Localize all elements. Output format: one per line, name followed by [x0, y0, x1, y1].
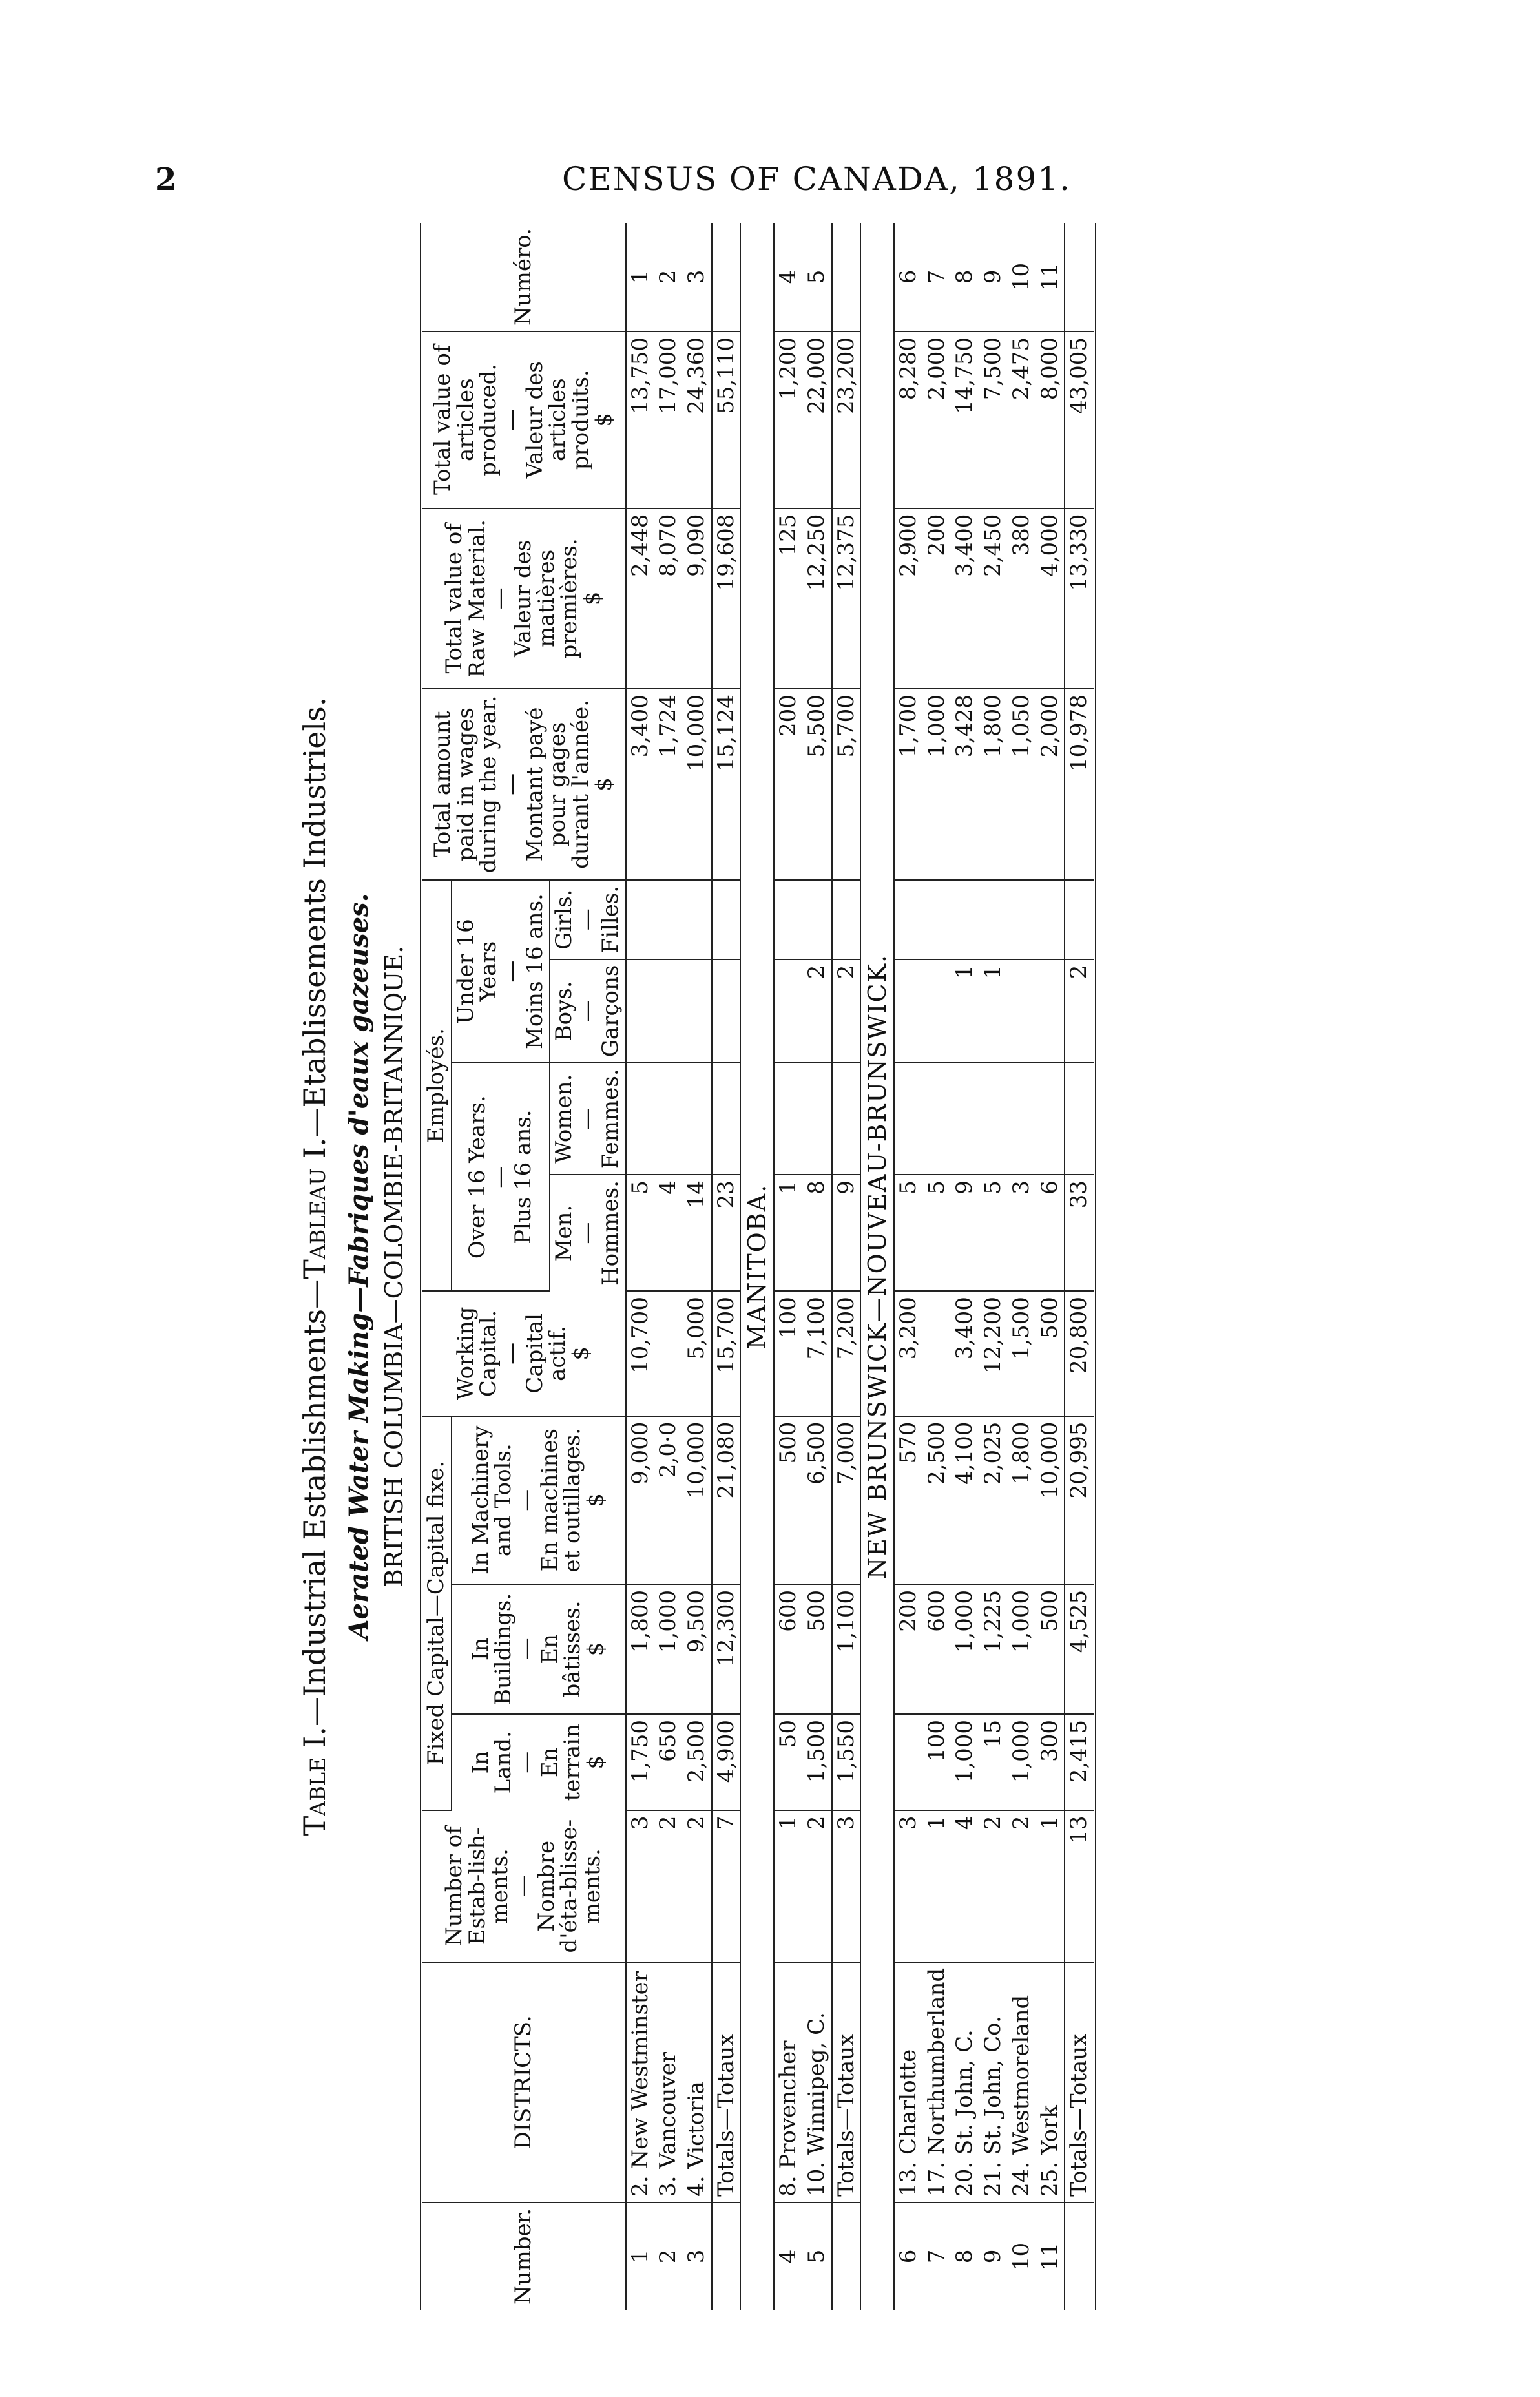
establishments-col-header: Number of Estab-lish-ments. — Nombre d'éta-blisse-ments.: [421, 1810, 626, 1962]
cell-machinery: 10,000: [683, 1416, 712, 1584]
cell-boys: [683, 959, 712, 1063]
table-row: [683, 223, 712, 2310]
cell-buildings: 200: [894, 1584, 923, 1714]
cell-working: 500: [1036, 1291, 1065, 1416]
cell-working: 7,100: [803, 1291, 832, 1416]
working-capital-col-header: Working Capital. — Capital actif. $: [421, 1291, 626, 1416]
total-buildings: 1,100: [832, 1584, 862, 1714]
total-buildings: 4,525: [1065, 1584, 1094, 1714]
row-number-right: 2: [654, 223, 683, 331]
cell-boys: 1: [979, 959, 1008, 1063]
men-col-header: Men. — Hommes.: [550, 1175, 625, 1291]
total-estab: 7: [712, 1810, 742, 1962]
row-number-right: 1: [626, 223, 655, 331]
cell-estab: 2: [803, 1810, 832, 1962]
row-number-right: 8: [951, 223, 979, 331]
cell-land: 1,750: [626, 1714, 655, 1810]
cell-women: [654, 1063, 683, 1175]
cell-men: 5: [894, 1175, 923, 1291]
total-wages: 5,700: [832, 689, 862, 880]
cell-machinery: 9,000: [626, 1416, 655, 1584]
row-number-right: 5: [803, 223, 832, 331]
cell-men: 4: [654, 1175, 683, 1291]
cell-machinery: 500: [774, 1416, 803, 1584]
total-buildings: 12,300: [712, 1584, 742, 1714]
total-working: 20,800: [1065, 1291, 1094, 1416]
district-name: 24. Westmoreland: [1008, 1962, 1036, 2203]
total-boys: [712, 959, 742, 1063]
province-row: [862, 223, 894, 2310]
cell-estab: 1: [774, 1810, 803, 1962]
cell-girls: [683, 880, 712, 959]
cell-estab: 2: [654, 1810, 683, 1962]
cell-land: 1,000: [1008, 1714, 1036, 1810]
province-heading: MANITOBA.: [742, 223, 774, 2310]
row-number-right: 6: [894, 223, 923, 331]
total-land: 2,415: [1065, 1714, 1094, 1810]
cell-wages: 1,800: [979, 689, 1008, 880]
cell-land: 100: [923, 1714, 952, 1810]
cell-boys: [1036, 959, 1065, 1063]
total-girls: [832, 880, 862, 959]
cell-raw: 12,250: [803, 508, 832, 689]
cell-men: 5: [979, 1175, 1008, 1291]
totals-spacer-right: [1065, 223, 1094, 331]
row-number-right: 4: [774, 223, 803, 331]
cell-machinery: 1,800: [1008, 1416, 1036, 1584]
total-women: [1065, 1063, 1094, 1175]
cell-wages: 5,500: [803, 689, 832, 880]
totals-spacer-left: [1065, 2203, 1094, 2310]
cell-produced: 14,750: [951, 331, 979, 508]
total-girls: [712, 880, 742, 959]
province-row: [742, 223, 774, 2310]
cell-wages: 3,400: [626, 689, 655, 880]
cell-produced: 8,280: [894, 331, 923, 508]
girls-col-header: Girls. — Filles.: [550, 880, 625, 959]
cell-boys: 2: [803, 959, 832, 1063]
row-number-left: 8: [951, 2203, 979, 2310]
cell-women: [1008, 1063, 1036, 1175]
row-number-left: 5: [803, 2203, 832, 2310]
totals-row: [712, 223, 742, 2310]
cell-buildings: 1,000: [654, 1584, 683, 1714]
cell-produced: 22,000: [803, 331, 832, 508]
cell-land: 2,500: [683, 1714, 712, 1810]
cell-girls: [923, 880, 952, 959]
table-label: Table I.: [297, 1726, 332, 1836]
cell-estab: 2: [1008, 1810, 1036, 1962]
row-number-right: 3: [683, 223, 712, 331]
cell-estab: 2: [979, 1810, 1008, 1962]
cell-land: [894, 1714, 923, 1810]
cell-girls: [1036, 880, 1065, 959]
totals-label: Totals—Totaux: [832, 1962, 862, 2203]
total-boys: 2: [1065, 959, 1094, 1063]
total-produced: 23,200: [832, 331, 862, 508]
row-number-left: 1: [626, 2203, 655, 2310]
district-name: 25. York: [1036, 1962, 1065, 2203]
cell-women: [923, 1063, 952, 1175]
districts-col-header: DISTRICTS.: [421, 1962, 626, 2203]
total-men: 23: [712, 1175, 742, 1291]
cell-working: 100: [774, 1291, 803, 1416]
cell-girls: [626, 880, 655, 959]
cell-girls: [1008, 880, 1036, 959]
row-number-left: 4: [774, 2203, 803, 2310]
total-produced: 43,005: [1065, 331, 1094, 508]
totals-label: Totals—Totaux: [1065, 1962, 1094, 2203]
totals-spacer-left: [712, 2203, 742, 2310]
cell-boys: 1: [951, 959, 979, 1063]
total-machinery: 7,000: [832, 1416, 862, 1584]
census-table: [420, 223, 1096, 2310]
cell-wages: 1,000: [923, 689, 952, 880]
cell-wages: 10,000: [683, 689, 712, 880]
cell-boys: [923, 959, 952, 1063]
under16-header: Under 16 Years — Moins 16 ans.: [452, 880, 550, 1063]
cell-girls: [979, 880, 1008, 959]
table-body: [626, 223, 1095, 2310]
cell-estab: 3: [626, 1810, 655, 1962]
cell-estab: 2: [683, 1810, 712, 1962]
total-girls: [1065, 880, 1094, 959]
cell-working: [923, 1291, 952, 1416]
table-row: [1008, 223, 1036, 2310]
totals-spacer-right: [832, 223, 862, 331]
row-number-left: 2: [654, 2203, 683, 2310]
cell-estab: 1: [1036, 1810, 1065, 1962]
employes-header: Employés.: [421, 880, 452, 1291]
district-name: 3. Vancouver: [654, 1962, 683, 2203]
cell-wages: 200: [774, 689, 803, 880]
row-number-right: 11: [1036, 223, 1065, 331]
cell-men: 3: [1008, 1175, 1036, 1291]
cell-buildings: 600: [923, 1584, 952, 1714]
row-number-left: 7: [923, 2203, 952, 2310]
cell-men: 14: [683, 1175, 712, 1291]
cell-land: 1,000: [951, 1714, 979, 1810]
cell-machinery: 6,500: [803, 1416, 832, 1584]
cell-machinery: 570: [894, 1416, 923, 1584]
cell-buildings: 1,000: [1008, 1584, 1036, 1714]
table-row: [774, 223, 803, 2310]
total-wages: 15,124: [712, 689, 742, 880]
row-number-left: 6: [894, 2203, 923, 2310]
cell-buildings: 1,800: [626, 1584, 655, 1714]
cell-boys: [626, 959, 655, 1063]
cell-produced: 2,475: [1008, 331, 1036, 508]
cell-produced: 13,750: [626, 331, 655, 508]
number-col-header-left: Number.: [421, 2203, 626, 2310]
cell-men: 5: [626, 1175, 655, 1291]
cell-land: 15: [979, 1714, 1008, 1810]
total-men: 33: [1065, 1175, 1094, 1291]
total-machinery: 21,080: [712, 1416, 742, 1584]
land-col-header: In Land. — En terrain $: [452, 1714, 626, 1810]
row-number-right: 10: [1008, 223, 1036, 331]
total-machinery: 20,995: [1065, 1416, 1094, 1584]
cell-girls: [774, 880, 803, 959]
cell-raw: 2,448: [626, 508, 655, 689]
row-number-left: 11: [1036, 2203, 1065, 2310]
cell-working: 10,700: [626, 1291, 655, 1416]
buildings-col-header: In Buildings. — En bâtisses. $: [452, 1584, 626, 1714]
cell-wages: 3,428: [951, 689, 979, 880]
cell-working: 3,400: [951, 1291, 979, 1416]
district-name: 21. St. John, Co.: [979, 1962, 1008, 2203]
cell-raw: 2,900: [894, 508, 923, 689]
cell-working: 3,200: [894, 1291, 923, 1416]
total-women: [832, 1063, 862, 1175]
cell-wages: 1,724: [654, 689, 683, 880]
cell-raw: 380: [1008, 508, 1036, 689]
table-row: [923, 223, 952, 2310]
cell-boys: [1008, 959, 1036, 1063]
totals-row: [1065, 223, 1094, 2310]
table-row: [626, 223, 655, 2310]
cell-women: [683, 1063, 712, 1175]
cell-boys: [654, 959, 683, 1063]
cell-working: [654, 1291, 683, 1416]
total-produced: 55,110: [712, 331, 742, 508]
cell-estab: 1: [923, 1810, 952, 1962]
district-name: 17. Northumberland: [923, 1962, 952, 2203]
total-raw: 12,375: [832, 508, 862, 689]
total-women: [712, 1063, 742, 1175]
cell-land: 50: [774, 1714, 803, 1810]
cell-raw: 9,090: [683, 508, 712, 689]
total-wages: 10,978: [1065, 689, 1094, 880]
district-name: 10. Winnipeg, C.: [803, 1962, 832, 2203]
cell-raw: 125: [774, 508, 803, 689]
cell-working: 12,200: [979, 1291, 1008, 1416]
cell-buildings: 500: [1036, 1584, 1065, 1714]
table-row: [803, 223, 832, 2310]
table-row: [979, 223, 1008, 2310]
cell-raw: 3,400: [951, 508, 979, 689]
row-number-left: 3: [683, 2203, 712, 2310]
cell-raw: 8,070: [654, 508, 683, 689]
table-row: [894, 223, 923, 2310]
total-estab: 13: [1065, 1810, 1094, 1962]
numero-col-header-right: Numéro.: [421, 223, 626, 331]
total-boys: 2: [832, 959, 862, 1063]
cell-women: [774, 1063, 803, 1175]
table-row: [654, 223, 683, 2310]
total-raw: 19,608: [712, 508, 742, 689]
table-row: [951, 223, 979, 2310]
cell-girls: [951, 880, 979, 959]
totals-label: Totals—Totaux: [712, 1962, 742, 2203]
totals-spacer-right: [712, 223, 742, 331]
cell-produced: 7,500: [979, 331, 1008, 508]
total-working: 7,200: [832, 1291, 862, 1416]
cell-boys: [774, 959, 803, 1063]
cell-machinery: 4,100: [951, 1416, 979, 1584]
total-estab: 3: [832, 1810, 862, 1962]
province-heading-bc: BRITISH COLUMBIA—COLOMBIE-BRITANNIQUE.: [380, 945, 408, 1587]
district-name: 8. Provencher: [774, 1962, 803, 2203]
cell-buildings: 500: [803, 1584, 832, 1714]
table-header: [421, 223, 626, 2310]
district-name: 20. St. John, C.: [951, 1962, 979, 2203]
cell-buildings: 1,000: [951, 1584, 979, 1714]
over16-header: Over 16 Years. — Plus 16 ans.: [452, 1063, 550, 1291]
wages-col-header: Total amount paid in wages during the year. — Montant payé pour gages durant l'année. $: [421, 689, 626, 880]
cell-women: [803, 1063, 832, 1175]
cell-produced: 2,000: [923, 331, 952, 508]
district-name: 13. Charlotte: [894, 1962, 923, 2203]
cell-machinery: 10,000: [1036, 1416, 1065, 1584]
cell-women: [951, 1063, 979, 1175]
totals-row: [832, 223, 862, 2310]
cell-buildings: 600: [774, 1584, 803, 1714]
cell-men: 6: [1036, 1175, 1065, 1291]
cell-produced: 8,000: [1036, 331, 1065, 508]
district-name: 4. Victoria: [683, 1962, 712, 2203]
caption-title-fr: —Etablissements Industriels.: [297, 696, 332, 1138]
cell-women: [979, 1063, 1008, 1175]
cell-land: 650: [654, 1714, 683, 1810]
table-label-fr: Tableau I.: [297, 1137, 332, 1279]
women-col-header: Women. — Femmes.: [550, 1063, 625, 1175]
caption-title-en: —Industrial Establishments—: [297, 1279, 332, 1727]
province-heading: NEW BRUNSWICK—NOUVEAU-BRUNSWICK.: [862, 223, 894, 2310]
row-number-right: 9: [979, 223, 1008, 331]
cell-raw: 4,000: [1036, 508, 1065, 689]
row-number-left: 10: [1008, 2203, 1036, 2310]
cell-buildings: 9,500: [683, 1584, 712, 1714]
page-number: 2: [155, 162, 177, 198]
cell-boys: [894, 959, 923, 1063]
cell-women: [1036, 1063, 1065, 1175]
cell-estab: 3: [894, 1810, 923, 1962]
fixed-capital-header: Fixed Capital—Capital fixe.: [421, 1416, 452, 1810]
row-number-right: 7: [923, 223, 952, 331]
cell-wages: 2,000: [1036, 689, 1065, 880]
total-working: 15,700: [712, 1291, 742, 1416]
cell-girls: [894, 880, 923, 959]
cell-girls: [803, 880, 832, 959]
cell-men: 9: [951, 1175, 979, 1291]
cell-machinery: 2,025: [979, 1416, 1008, 1584]
cell-produced: 1,200: [774, 331, 803, 508]
cell-men: 5: [923, 1175, 952, 1291]
cell-estab: 4: [951, 1810, 979, 1962]
cell-wages: 1,700: [894, 689, 923, 880]
boys-col-header: Boys. — Garçons: [550, 959, 625, 1063]
table-row: [1036, 223, 1065, 2310]
cell-raw: 200: [923, 508, 952, 689]
raw-material-col-header: Total value of Raw Material. — Valeur des matières premières. $: [421, 508, 626, 689]
cell-girls: [654, 880, 683, 959]
articles-produced-col-header: Total value of articles produced. — Valeur des articles produits. $: [421, 331, 626, 508]
cell-working: 1,500: [1008, 1291, 1036, 1416]
cell-working: 5,000: [683, 1291, 712, 1416]
total-raw: 13,330: [1065, 508, 1094, 689]
machinery-col-header: In Machinery and Tools. — En machines et outillages. $: [452, 1416, 626, 1584]
district-name: 2. New Westminster: [626, 1962, 655, 2203]
cell-land: 1,500: [803, 1714, 832, 1810]
total-land: 1,550: [832, 1714, 862, 1810]
rotated-table-region: [297, 223, 1447, 2310]
cell-women: [626, 1063, 655, 1175]
cell-raw: 2,450: [979, 508, 1008, 689]
industry-title: Aerated Water Making—Fabriques d'eaux gazeuses.: [344, 893, 374, 1640]
totals-spacer-left: [832, 2203, 862, 2310]
cell-wages: 1,050: [1008, 689, 1036, 880]
cell-machinery: 2,500: [923, 1416, 952, 1584]
total-men: 9: [832, 1175, 862, 1291]
cell-men: 1: [774, 1175, 803, 1291]
cell-women: [894, 1063, 923, 1175]
row-number-left: 9: [979, 2203, 1008, 2310]
cell-produced: 17,000: [654, 331, 683, 508]
total-land: 4,900: [712, 1714, 742, 1810]
cell-produced: 24,360: [683, 331, 712, 508]
cell-machinery: 2,0·0: [654, 1416, 683, 1584]
cell-buildings: 1,225: [979, 1584, 1008, 1714]
cell-land: 300: [1036, 1714, 1065, 1810]
cell-men: 8: [803, 1175, 832, 1291]
table-caption: [297, 223, 332, 2310]
running-head: CENSUS OF CANADA, 1891.: [562, 160, 1071, 198]
